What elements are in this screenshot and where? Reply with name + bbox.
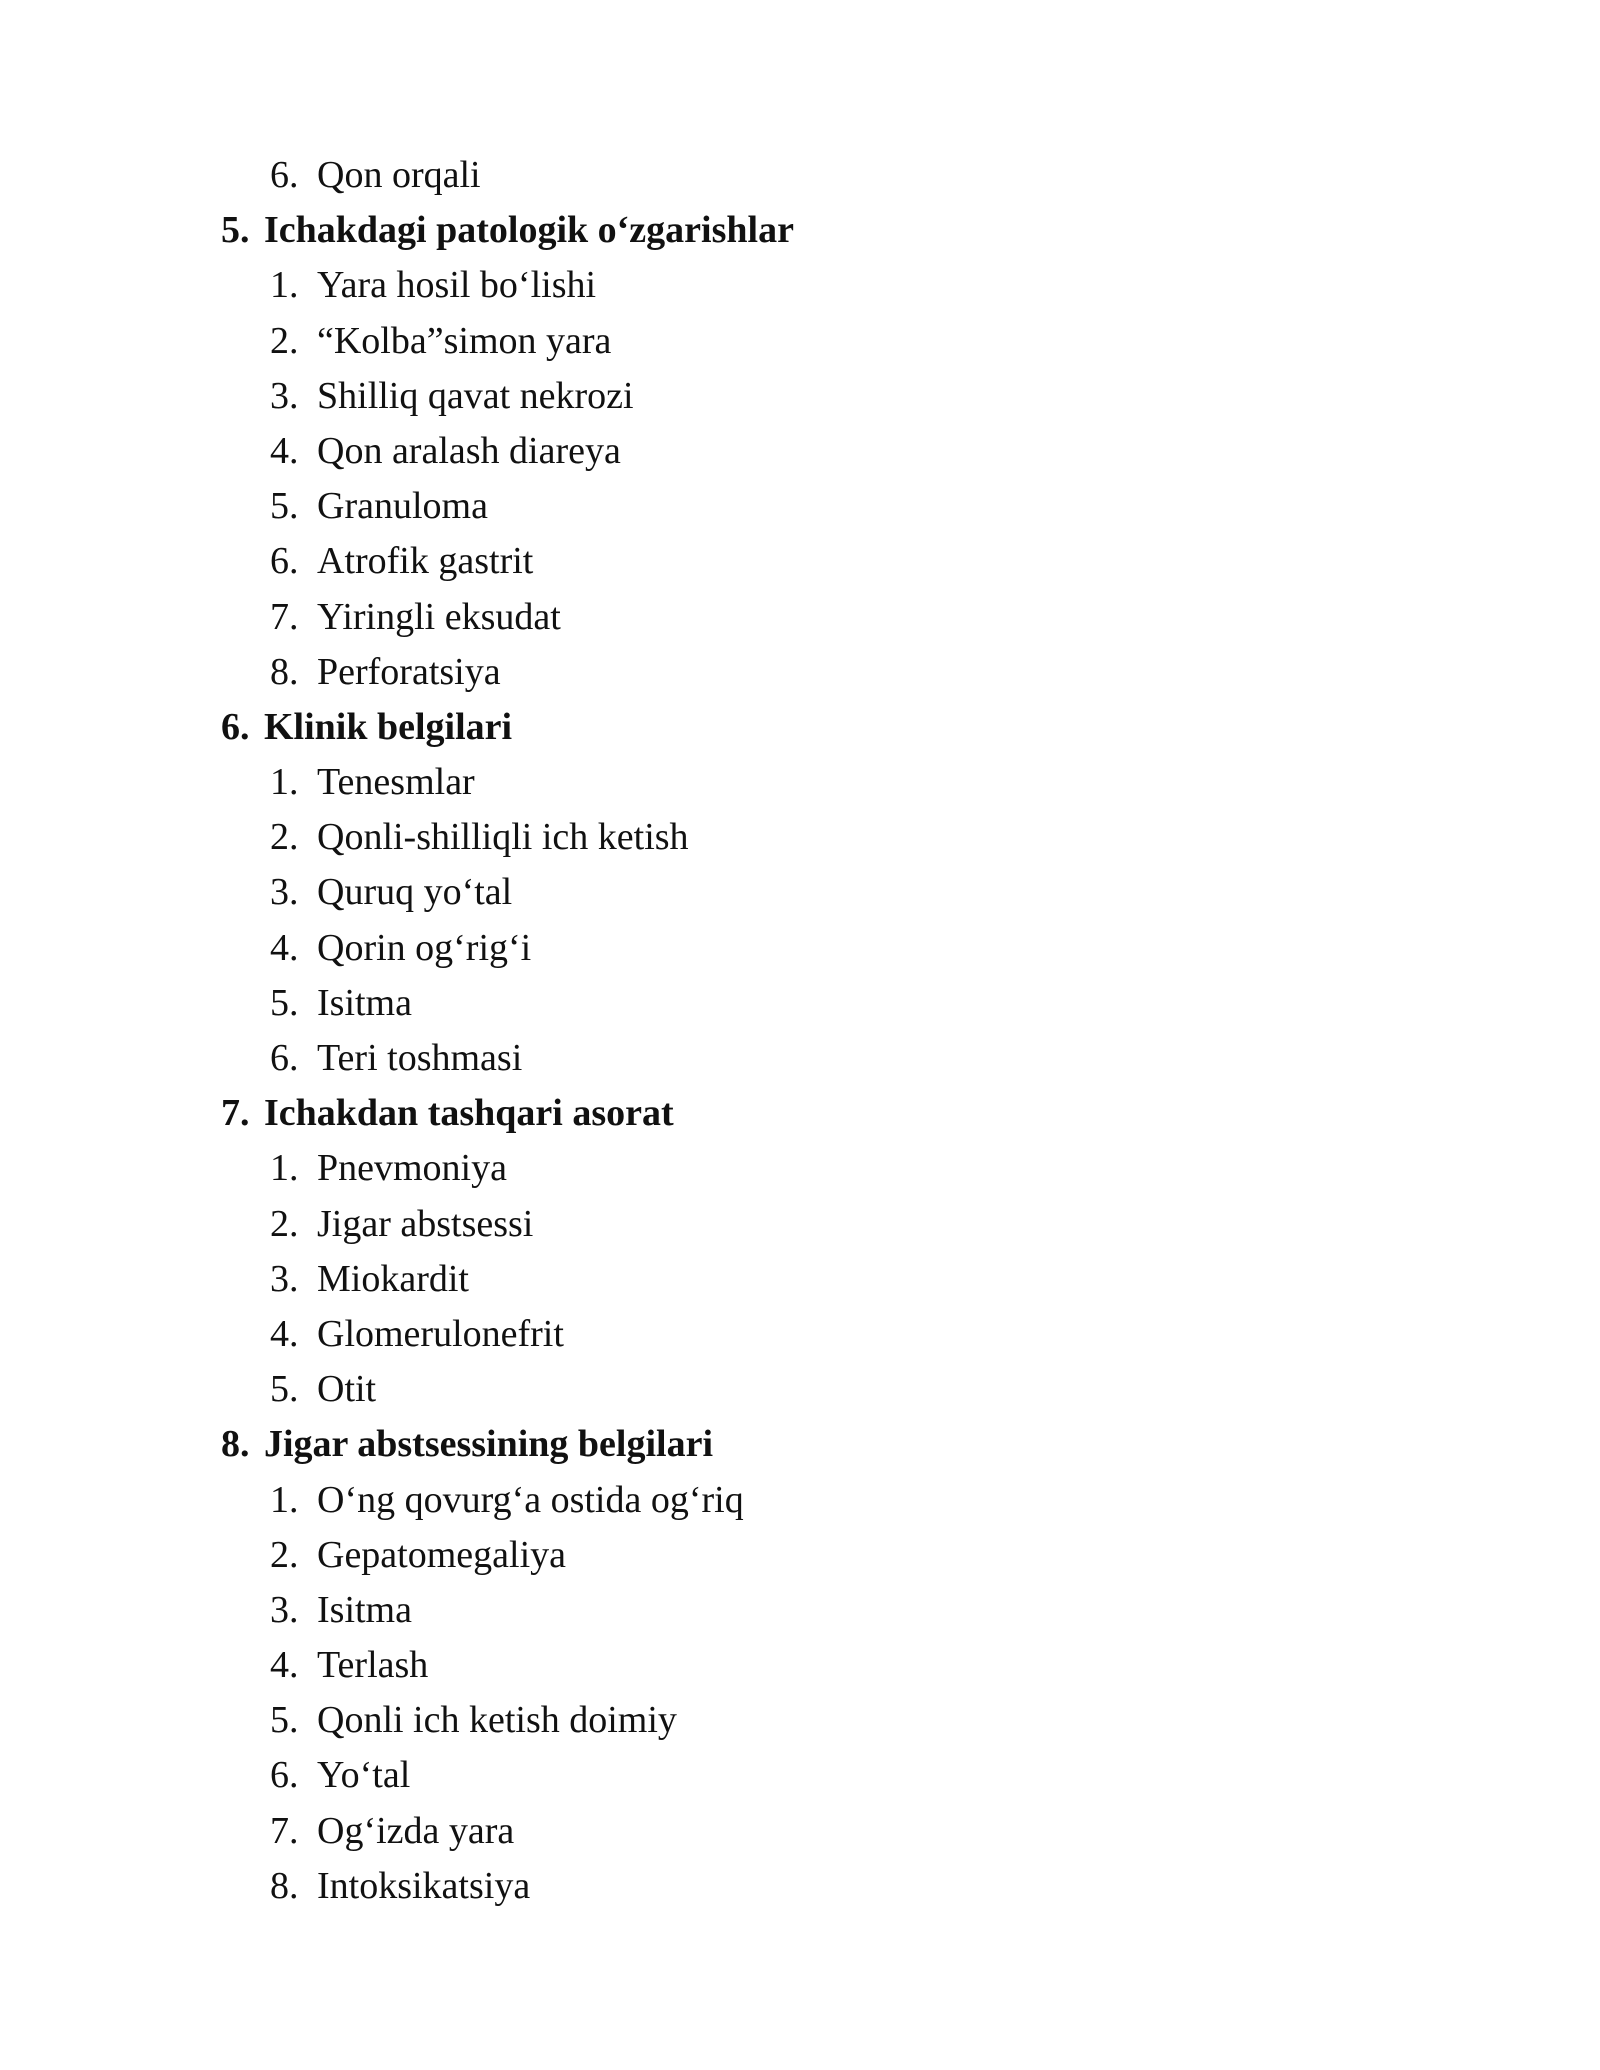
item-number: 3. bbox=[270, 1588, 299, 1631]
item-text: Glomerulonefrit bbox=[317, 1312, 564, 1355]
item-number: 1. bbox=[270, 761, 299, 804]
item-text: Atrofik gastrit bbox=[317, 540, 534, 583]
list-item bbox=[0, 976, 1600, 1031]
item-text: Quruq yo‘tal bbox=[317, 871, 513, 914]
item-text: Teri toshmasi bbox=[317, 1037, 523, 1079]
item-text: Yo‘tal bbox=[317, 1754, 411, 1797]
section-number: 5. bbox=[221, 209, 250, 252]
item-number: 1. bbox=[270, 264, 299, 307]
item-text: Qonli ich ketish doimiy bbox=[317, 1699, 677, 1742]
list-item bbox=[0, 810, 1600, 865]
item-number: 7. bbox=[270, 1809, 299, 1852]
item-text: Perforatsiya bbox=[317, 650, 501, 693]
list-item bbox=[0, 1307, 1600, 1362]
item-text: Jigar abstsessi bbox=[317, 1202, 534, 1245]
list-item bbox=[0, 479, 1600, 534]
item-number: 3. bbox=[270, 374, 299, 417]
section-title: Ichakdagi patologik o‘zgarishlar bbox=[264, 209, 794, 252]
item-number: 3. bbox=[270, 871, 299, 914]
item-number: 2. bbox=[270, 1202, 299, 1245]
item-number: 1. bbox=[270, 1478, 299, 1521]
section-title: Jigar abstsessining belgilari bbox=[264, 1423, 714, 1466]
item-text: Isitma bbox=[317, 981, 412, 1024]
list-item bbox=[0, 1141, 1600, 1196]
item-number: 8. bbox=[270, 650, 299, 693]
item-text: Tenesmlar bbox=[317, 761, 475, 804]
item-number: 3. bbox=[270, 1257, 299, 1300]
list-item bbox=[0, 590, 1600, 645]
item-text: Gepatomegaliya bbox=[317, 1533, 567, 1576]
item-text: Terlash bbox=[317, 1644, 429, 1687]
section-heading bbox=[0, 700, 1600, 755]
item-number: 6. bbox=[270, 1754, 299, 1797]
list-item bbox=[0, 921, 1600, 976]
item-number: 6. bbox=[270, 154, 299, 196]
list-item bbox=[0, 1693, 1600, 1748]
list-item bbox=[0, 369, 1600, 424]
list-item bbox=[0, 258, 1600, 313]
item-number: 8. bbox=[270, 1864, 299, 1907]
item-number: 5. bbox=[270, 1368, 299, 1411]
list-item bbox=[0, 148, 1600, 203]
list-item bbox=[0, 1859, 1600, 1914]
item-number: 7. bbox=[270, 595, 299, 638]
item-text: O‘ng qovurg‘a ostida og‘riq bbox=[317, 1478, 744, 1521]
list-item bbox=[0, 1031, 1600, 1086]
item-number: 4. bbox=[270, 429, 299, 472]
list-item bbox=[0, 1362, 1600, 1417]
list-item bbox=[0, 1638, 1600, 1693]
list-item bbox=[0, 1804, 1600, 1859]
item-text: Intoksikatsiya bbox=[317, 1864, 531, 1907]
item-number: 5. bbox=[270, 981, 299, 1024]
list-item bbox=[0, 865, 1600, 920]
section-heading bbox=[0, 1417, 1600, 1472]
item-text: Qon aralash diareya bbox=[317, 429, 621, 472]
item-number: 6. bbox=[270, 1037, 299, 1079]
item-number: 2. bbox=[270, 1533, 299, 1576]
item-number: 5. bbox=[270, 1699, 299, 1742]
section-number: 6. bbox=[221, 705, 250, 748]
item-text: Qon orqali bbox=[317, 154, 481, 196]
item-text: Pnevmoniya bbox=[317, 1147, 507, 1190]
item-number: 2. bbox=[270, 319, 299, 362]
list-item bbox=[0, 645, 1600, 700]
list-item bbox=[0, 1252, 1600, 1307]
item-number: 4. bbox=[270, 926, 299, 969]
item-number: 1. bbox=[270, 1147, 299, 1190]
section-title: Ichakdan tashqari asorat bbox=[264, 1092, 674, 1135]
section-number: 8. bbox=[221, 1423, 250, 1466]
list-item bbox=[0, 534, 1600, 589]
section-heading bbox=[0, 1086, 1600, 1141]
item-text: Miokardit bbox=[317, 1257, 469, 1300]
item-text: Yara hosil bo‘lishi bbox=[317, 264, 597, 307]
item-text: Otit bbox=[317, 1368, 377, 1411]
document-page bbox=[0, 148, 1600, 1914]
item-text: Granuloma bbox=[317, 485, 488, 528]
item-number: 5. bbox=[270, 485, 299, 528]
item-number: 2. bbox=[270, 816, 299, 859]
list-item bbox=[0, 424, 1600, 479]
item-text: Shilliq qavat nekrozi bbox=[317, 374, 634, 417]
list-item bbox=[0, 1528, 1600, 1583]
item-number: 4. bbox=[270, 1644, 299, 1687]
list-item bbox=[0, 1583, 1600, 1638]
list-item bbox=[0, 1197, 1600, 1252]
item-text: Isitma bbox=[317, 1588, 412, 1631]
item-text: Qorin og‘rig‘i bbox=[317, 926, 532, 969]
list-item bbox=[0, 314, 1600, 369]
section-title: Klinik belgilari bbox=[264, 705, 513, 748]
item-number: 4. bbox=[270, 1312, 299, 1355]
item-text: Yiringli eksudat bbox=[317, 595, 561, 638]
list-item bbox=[0, 1473, 1600, 1528]
list-item bbox=[0, 1748, 1600, 1803]
item-text: Og‘izda yara bbox=[317, 1809, 515, 1852]
item-text: Qonli-shilliqli ich ketish bbox=[317, 816, 689, 859]
item-text: “Kolba”simon yara bbox=[317, 319, 612, 362]
item-number: 6. bbox=[270, 540, 299, 583]
section-heading bbox=[0, 203, 1600, 258]
list-item bbox=[0, 755, 1600, 810]
section-number: 7. bbox=[221, 1092, 250, 1135]
